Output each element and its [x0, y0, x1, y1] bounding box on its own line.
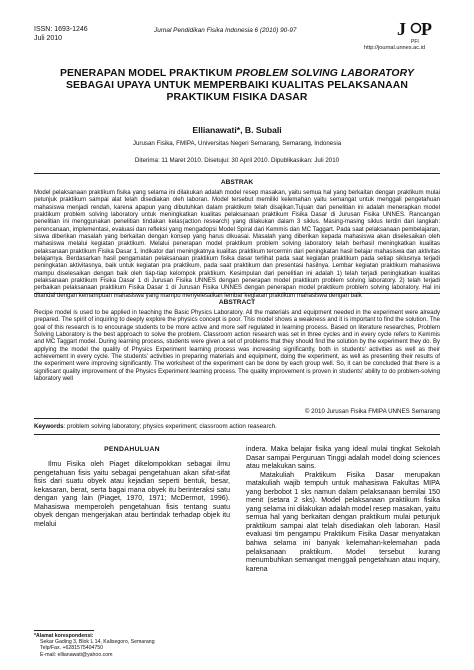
divider-top-abstract	[34, 293, 440, 294]
jpfi-logo-icon	[392, 18, 438, 46]
divider-keywords	[34, 418, 440, 419]
title-line-1	[34, 68, 440, 80]
publication-dates: Diterima: 11 Maret 2010. Disetujui: 30 April 2010. Dipublikasikan: Juli 2010	[134, 157, 340, 164]
divider-top-abstrak	[34, 173, 440, 174]
abstrak-heading: ABSTRAK	[220, 179, 254, 186]
footnote-email[interactable]: E-mail: ellianawati@yahoo.com	[40, 651, 113, 658]
abstract-text: Recipe model is used to be applied in teaching the Basic Physics Laboratory. All the materials and equipment needed in the experiment were already prepared. The spirit of inquiring to deeply explore the physics concept is poor. This model shows a weakness and it is important to find the solution. The goal of this research is to encourage students to be more active and more self regulated in learning process. Based on literature researches, Problem Solving Laboratory is the best approach to solve the problem. Classroom action research was set in three cycles and in every cycle refers to Kemmis and MC Taggart model. During learning process, students were given a set of problems that they should find the solution by the experiment they do. By applying the model the quality of Physics Experiment learning process was increasing significantly, both in students' activities as well as their achievement in every cycle. The students' activities in preparing materials and equipment, doing the experiment, as well as presenting their results of the experiment were improving significantly. The worksheet of the experiment can be done by each group well. So, it can be concluded that there is a significant quality improvement of the Physics Experiment learning process. The quality improvement is proven in students' ability to do problem-solving laboratory well	[34, 310, 440, 383]
keywords-text: : problem solving laboratory; physics experiment; classroom action reasearch.	[63, 423, 277, 430]
title-line-1-b: PROBLEM SOLVING LABORATORY	[235, 68, 415, 79]
logo-letter-p: P	[421, 19, 432, 39]
title-line-1-a: PENERAPAN MODEL PRAKTIKUM	[59, 68, 236, 79]
right-column	[246, 446, 440, 574]
logo-sub-text: PFI	[411, 39, 419, 45]
title-line-2: SEBAGAI UPAYA UNTUK MEMPERBAIKI KUALITAS PELAKSANAAN	[66, 79, 408, 91]
pendahuluan-heading: PENDAHULUAN	[104, 446, 160, 453]
logo-letter-j: J	[397, 19, 406, 39]
journal-citation: Jurnal Pendidikan Fisika Indonesia 6 (2010) 90-97	[154, 27, 297, 34]
left-column	[34, 446, 230, 529]
divider-body	[34, 434, 440, 435]
issn-text: ISSN: 1693-1246	[34, 26, 88, 33]
keywords-line	[34, 423, 440, 430]
copyright-notice: © 2010 Jurusan Fisika FMIPA UNNES Semarang	[304, 408, 440, 415]
footnote-label-text: *Alamat korespondensi:	[34, 633, 94, 639]
right-paragraph-2: Matakuliah Praktikum Fisika Dasar merupakan matakuliah wajib tempuh untuk mahasiswa Fakultas MIPA yang berbobot 1 sks namun dalam pelaksanaan bernilai 150 menit (setara 2 sks). Model pelaksanaan praktikum fisika yang selama ini dilakukan adalah model resep masakan, yaitu semua hal yang berkaitan dengan praktikum mulai petunjuk praktikum sampai alat telah disediakan oleh laboran. Hasil evaluasi tim pengampu Praktikum Fisika Dasar menyatakan bahwa selama ini banyak kelemahan-kelemahan pada pelaksanaan praktikum. Model tersebut kurang menumbuhkan semangat menggali pengetahuan atau inquiry, karena	[246, 471, 440, 573]
logo-ring	[412, 24, 421, 33]
footnote-divider	[34, 630, 94, 631]
affiliation: Jurusan Fisika, FMIPA, Universitas Negeri Semarang, Semarang, Indonesia	[132, 140, 342, 147]
left-paragraph-1: Ilmu Fisika oleh Piaget dikelompokkan sebagai ilmu pengetahuan fisis yaitu sebagai pengetahuan akan sifat-sifat fisis dari suatu obyek atau kejadian seperti bentuk, besar, kekasaran, berat, serta bagai mana obyek itu berinteraksi satu dengan yang lain (Piaget, 1970, 1971; McDermot, 1996). Mahasiswa memperoleh pengetahuan fisis tentang suatu obyek dengan mengerjakan atau bertindak terhadap objek itu melalui	[34, 461, 230, 528]
issue-date: Juli 2010	[34, 34, 63, 42]
title-line-3: PRAKTIKUM FISIKA DASAR	[166, 91, 308, 103]
header-issn-block	[34, 26, 88, 43]
right-paragraph-1: indera. Maka belajar fisika yang ideal mulai tingkat Sekolah Dasar sampai Perguruan Tinggi adalah model doing sciences atau melakukan sains.	[246, 446, 440, 471]
footnote-phone: Telp/Fax. +6281575404750	[40, 645, 104, 652]
keywords-label: Keywords	[34, 423, 64, 430]
authors: Ellianawati*, B. Subali	[192, 125, 282, 135]
jpfi-logo	[392, 18, 438, 46]
abstrak-text: Model pelaksanaan praktikum fisika yang selama ini dilakukan adalah model resep masakan, yaitu semua hal yang berkaitan dengan praktikum mulai petunjuk praktikum sampai alat telah disediakan oleh laboran. Model tersebut memiliki kelemahan yaitu semangat untuk menggali pengetahuan mahasiswa menjadi rendah, karena apapun yang dibutuhkan dalam praktikum telah disajikan.Tujuan dari penelitian ini adalah menerapkan model praktikum problem solving laboratory untuk meningkatkan kualitas pelaksanaan praktikum Fisika Dasar di Jurusan Fisika UNNES. Rancangan penelitian ini menggunakan penelitian tindakan kelas(action research) yang dilakukan dalam 3 siklus. Masing-masing siklus terdiri dari langkah: perencanaan, implementasi, evaluasi dan refleksi yang mengadopsi Model Spiral dari Kemmis dan MC Taggart. Pada saat pelaksanaan pembelajaran, siswa diberikan masalah yang berkaitan dengan konsep yang harus dikuasai. Masalah yang diberikan kepada mahasiswa akan diselesaikan oleh mahasiswa melalui kegiatan praktikum. Melalui penerapan model praktikum problem solving laboratory telah berhasil meningkatkan kualitas pelaksanaan praktikum Fisika Dasar 1. Indikator dari meningkatnya kualitas praktikum tercermin dari peningkatan hasil belajar mahasiswa dan aktivitas belajarnya. Berdasarkan hasil pengamatan pelaksanaan praktikum fisika dasar terlihat pada saat kegiatan praktikum pada setiap siklusnya terjadi peningkatan aktivitasnya, baik untuk kegiatan pra praktikum, pada saat praktikum dan presentasi hasilnya. Lembar kegiatan praktikum mahasiswa mampu diselesaikan dengan baik oleh tiap-tiap kelompok praktikum. Kesimpulan dari penelitian ini adalah 1) telah terjadi peningkatkan kualitas pelaksanaan praktikum Fisika Dasar 1 di Jurusan Fisika UNNES dengan penerapan model praktikum problem solving laboratory. 2) telah terjadi perbaikan pelaksanaan praktikum Fisika Dasar 1 di Jurusan Fisika UNNES dengan penerapan model praktikum problem solving laboratory. Hal ini ditandai dengan kemampuan mahasiswa yang mampu menyelesaikan lembar kegiatan praktikum mahasiswa dengan baik	[34, 190, 440, 299]
journal-url[interactable]: http://journal.unnes.ac.id	[364, 45, 425, 51]
article-title	[34, 68, 440, 103]
footnote-address: Sekar Gading 3, Blok L 14, Kalisegoro, Semarang	[40, 639, 155, 646]
correspondence-footnote	[34, 633, 230, 658]
abstract-heading: ABSTRACT	[218, 299, 256, 306]
